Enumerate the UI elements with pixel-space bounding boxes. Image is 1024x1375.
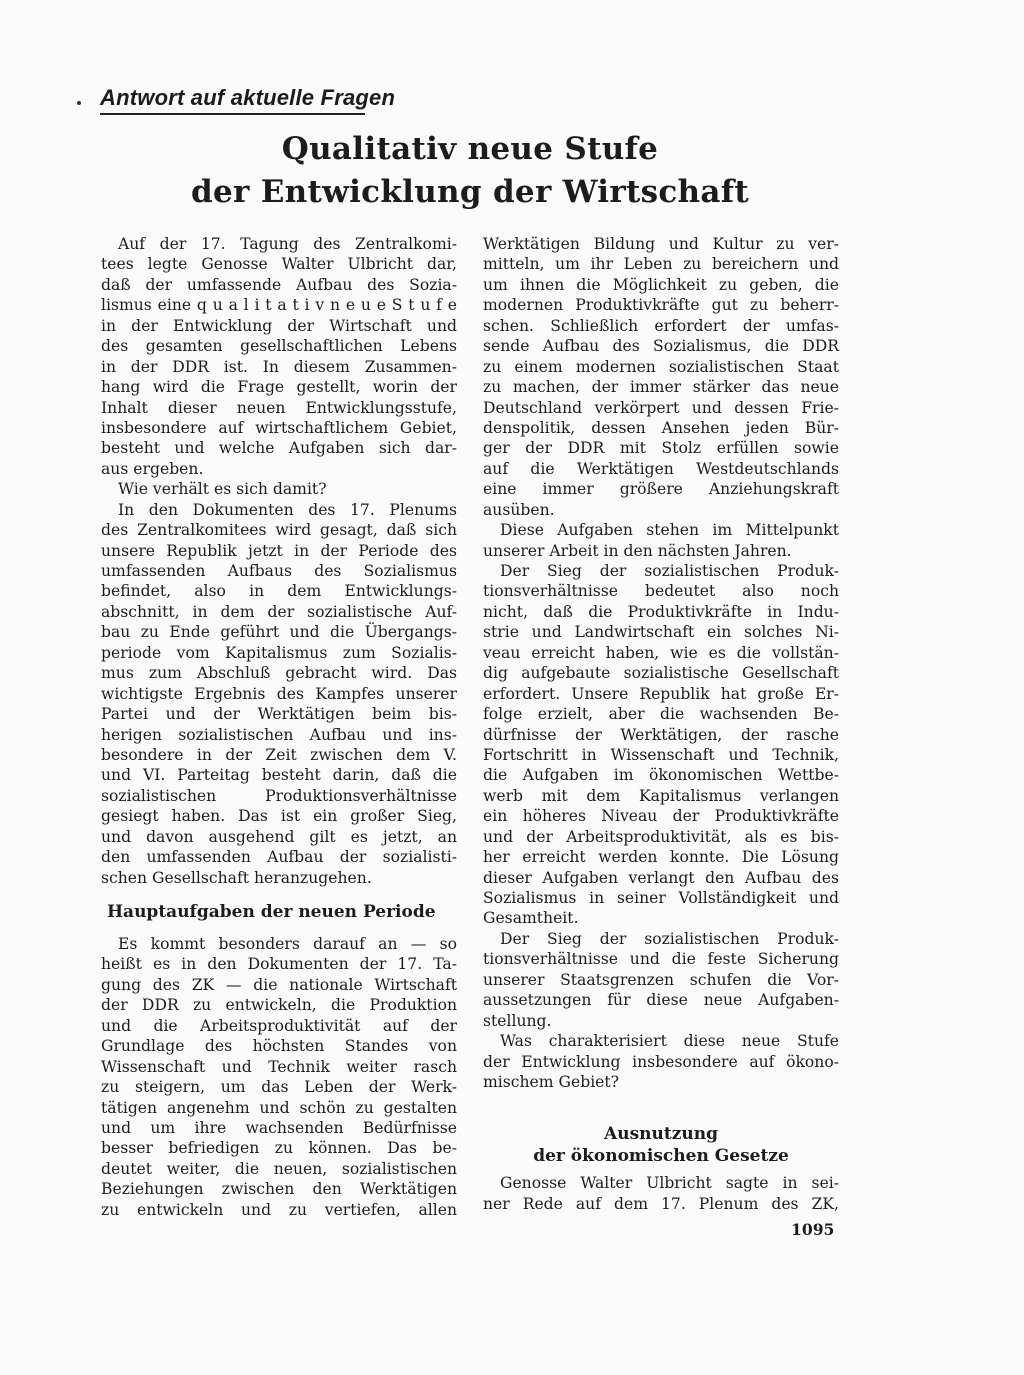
- text-line: deutet weiter, die neuen, sozialistischen: [101, 1159, 457, 1178]
- text-line: zu steigern, um das Leben der Werk-: [101, 1078, 457, 1097]
- text-line: schen Gesellschaft heranzugehen.: [101, 868, 372, 887]
- text-line: Diese Aufgaben stehen im Mittelpunkt: [500, 521, 839, 540]
- left-column: [101, 234, 457, 1220]
- text-line: besteht und welche Aufgaben sich dar-: [101, 439, 457, 458]
- text-line: des Zentralkomitees wird gesagt, daß sich: [101, 521, 457, 540]
- text-line: besondere in der Zeit zwischen dem V.: [101, 745, 457, 764]
- article-title: [150, 128, 790, 214]
- text-line: mus zum Abschluß gebracht wird. Das: [101, 664, 457, 683]
- text-line: Es kommt besonders darauf an — so: [118, 935, 457, 953]
- subheading-line-2: der ökonomischen Gesetze: [533, 1146, 789, 1167]
- text-line: denspolitik, dessen Ansehen jeden Bür-: [483, 418, 839, 437]
- text-line: Gesamtheit.: [483, 909, 579, 928]
- text-line: in der DDR ist. In diesem Zusammen-: [101, 357, 457, 376]
- text-line: tionsverhältnisse und die feste Sicherung: [483, 950, 839, 969]
- text-line: unsere Republik jetzt in der Periode des: [101, 541, 457, 560]
- text-line: besser befriedigen zu können. Das be-: [101, 1139, 457, 1158]
- text-line: mischem Gebiet?: [483, 1072, 620, 1091]
- text-line: schen. Schließlich erfordert der umfas-: [483, 316, 839, 335]
- text-line: und der Arbeitsproduktivität, als es bis-: [483, 827, 839, 846]
- text-line: und die Arbeitsproduktivität auf der: [101, 1016, 457, 1035]
- text-line: sozialistischen Produktionsverhältnisse: [101, 786, 457, 805]
- text-line: werb mit dem Kapitalismus verlangen: [483, 786, 839, 805]
- text-line: zu einem modernen sozialistischen Staat: [483, 357, 839, 376]
- text-line: den umfassenden Aufbau der sozialisti-: [101, 848, 457, 867]
- text-line: daß der umfassende Aufbau des Sozia-: [101, 275, 457, 294]
- text-line: bau zu Ende geführt und die Übergangs-: [101, 623, 457, 642]
- text-line: tionsverhältnisse bedeutet also noch: [483, 582, 839, 601]
- text-line: tätigen angenehm und schön zu gestalten: [101, 1098, 457, 1117]
- text-line: Grundlage des höchsten Standes von: [101, 1037, 457, 1056]
- text-line: modernen Produktivkräfte gut zu beherr-: [483, 296, 839, 315]
- paragraph: [101, 234, 457, 479]
- paragraph: [101, 934, 457, 1220]
- text-line: aus ergeben.: [101, 459, 204, 478]
- text-line: strie und Landwirtschaft ein solches Ni-: [483, 623, 839, 642]
- text-line: Deutschland verkörpert und dessen Frie-: [483, 398, 839, 417]
- paragraph: [483, 1031, 839, 1092]
- title-line-1: Qualitativ neue Stufe: [281, 131, 659, 167]
- text-line: Auf der 17. Tagung des Zentralkomi-: [118, 235, 457, 253]
- text-line: sende Aufbau des Sozialismus, die DDR: [483, 337, 839, 356]
- text-line: unserer Staatsgrenzen schufen die Vor-: [483, 970, 839, 989]
- text-line: eine immer größere Anziehungskraft: [483, 480, 839, 499]
- text-line: umfassenden Aufbaus des Sozialismus: [101, 562, 457, 580]
- page-number: 1095: [791, 1220, 835, 1239]
- right-column: [483, 234, 839, 1214]
- subheading-hauptaufgaben: Hauptaufgaben der neuen Periode: [107, 902, 436, 922]
- text-line: In den Dokumenten des 17. Plenums: [118, 500, 457, 519]
- text-line: ein höheres Niveau der Produktivkräfte: [483, 807, 839, 826]
- text-line: stellung.: [483, 1011, 552, 1030]
- text-line: herigen sozialistischen Aufbau und ins-: [101, 725, 457, 744]
- title-line-2: der Entwicklung der Wirtschaft: [191, 174, 749, 210]
- text-line: erfordert. Unsere Republik hat große Er-: [483, 684, 839, 703]
- text-line: und um ihre wachsenden Bedürfnisse: [101, 1118, 457, 1137]
- text-line: folge erzielt, aber die wachsenden Be-: [483, 705, 839, 724]
- text-line: ger der DDR mit Stolz erfüllen sowie: [483, 439, 839, 458]
- text-line: in der Entwicklung der Wirtschaft und: [101, 316, 457, 335]
- text-line: der Entwicklung insbesondere auf ökono-: [483, 1052, 839, 1071]
- text-line: Wie verhält es sich damit?: [118, 480, 327, 499]
- text-line: Sozialismus in seiner Vollständigkeit und: [483, 889, 839, 907]
- text-line: unserer Arbeit in den nächsten Jahren.: [483, 541, 792, 560]
- text-line: und davon ausgehend gilt es jetzt, an: [101, 827, 457, 846]
- subheading-ausnutzung: [483, 1123, 839, 1167]
- text-line: abschnitt, in dem der sozialistische Auf-: [101, 602, 457, 621]
- text-line: zu entwickeln und zu vertiefen, allen: [101, 1200, 457, 1219]
- text-line: des gesamten gesellschaftlichen Lebens: [101, 337, 457, 356]
- text-line: lismus eine q u a l i t a t i v n e u e S t u f e: [101, 296, 457, 315]
- text-line: auf die Werktätigen Westdeutschlands: [483, 459, 839, 478]
- text-line: nicht, daß die Produktivkräfte in Indu-: [483, 602, 839, 621]
- paragraph: [101, 479, 457, 499]
- text-line: zu machen, der immer stärker das neue: [483, 378, 839, 397]
- text-line: tees legte Genosse Walter Ulbricht dar,: [101, 255, 457, 274]
- text-line: Genosse Walter Ulbricht sagte in sei-: [500, 1174, 839, 1193]
- section-label: Antwort auf aktuelle Fragen: [100, 84, 365, 115]
- paragraph: [101, 500, 457, 888]
- paragraph: [483, 520, 839, 561]
- text-line: her erreicht werden konnte. Die Lösung: [483, 848, 839, 867]
- text-line: die Aufgaben im ökonomischen Wettbe-: [483, 766, 839, 785]
- text-line: um ihnen die Möglichkeit zu geben, die: [483, 275, 839, 294]
- text-line: gung des ZK — die nationale Wirtschaft: [101, 975, 457, 994]
- text-line: und VI. Parteitag besteht darin, daß die: [101, 766, 457, 785]
- text-line: Fortschritt in Wissenschaft und Technik,: [483, 745, 839, 764]
- text-line: insbesondere auf wirtschaftlichem Gebiet,: [101, 418, 457, 437]
- paragraph: [483, 1173, 839, 1214]
- text-line: heißt es in den Dokumenten der 17. Ta-: [101, 955, 457, 974]
- text-line: wichtigste Ergebnis des Kampfes unserer: [101, 684, 457, 703]
- text-line: aussetzungen für diese neue Aufgaben-: [483, 991, 839, 1010]
- text-line: Was charakterisiert diese neue Stufe: [500, 1032, 839, 1051]
- text-line: dig aufgebaute sozialistische Gesellschaft: [483, 664, 839, 683]
- text-line: gesiegt haben. Das ist ein großer Sieg,: [101, 807, 457, 826]
- text-line: dieser Aufgaben verlangt den Aufbau des: [483, 868, 839, 887]
- paragraph: [483, 929, 839, 1031]
- text-line: ner Rede auf dem 17. Plenum des ZK,: [483, 1194, 839, 1213]
- text-line: Beziehungen zwischen den Werktätigen: [101, 1180, 457, 1199]
- text-line: mitteln, um ihr Leben zu bereichern und: [483, 255, 839, 274]
- text-line: Partei und der Werktätigen beim bis-: [101, 705, 457, 724]
- text-line: dürfnisse der Werktätigen, der rasche: [483, 725, 839, 744]
- text-line: periode vom Kapitalismus zum Sozialis-: [101, 643, 457, 662]
- subheading-line-1: Ausnutzung: [604, 1124, 718, 1145]
- text-line: hang wird die Frage gestellt, worin der: [101, 378, 457, 397]
- text-line: Der Sieg der sozialistischen Produk-: [500, 562, 839, 580]
- paragraph: [483, 234, 839, 520]
- text-line: veau erreicht haben, wie es die vollstän-: [483, 643, 839, 662]
- text-line: ausüben.: [483, 500, 555, 519]
- text-line: Wissenschaft und Technik weiter rasch: [101, 1057, 457, 1076]
- text-line: Inhalt dieser neuen Entwicklungsstufe,: [101, 398, 457, 417]
- paragraph: [483, 561, 839, 929]
- text-line: Werktätigen Bildung und Kultur zu ver-: [483, 235, 839, 253]
- text-line: Der Sieg der sozialistischen Produk-: [500, 929, 839, 948]
- text-line: befindet, also in dem Entwicklungs-: [101, 582, 457, 601]
- margin-dot: [77, 101, 81, 105]
- text-line: der DDR zu entwickeln, die Produktion: [101, 996, 457, 1015]
